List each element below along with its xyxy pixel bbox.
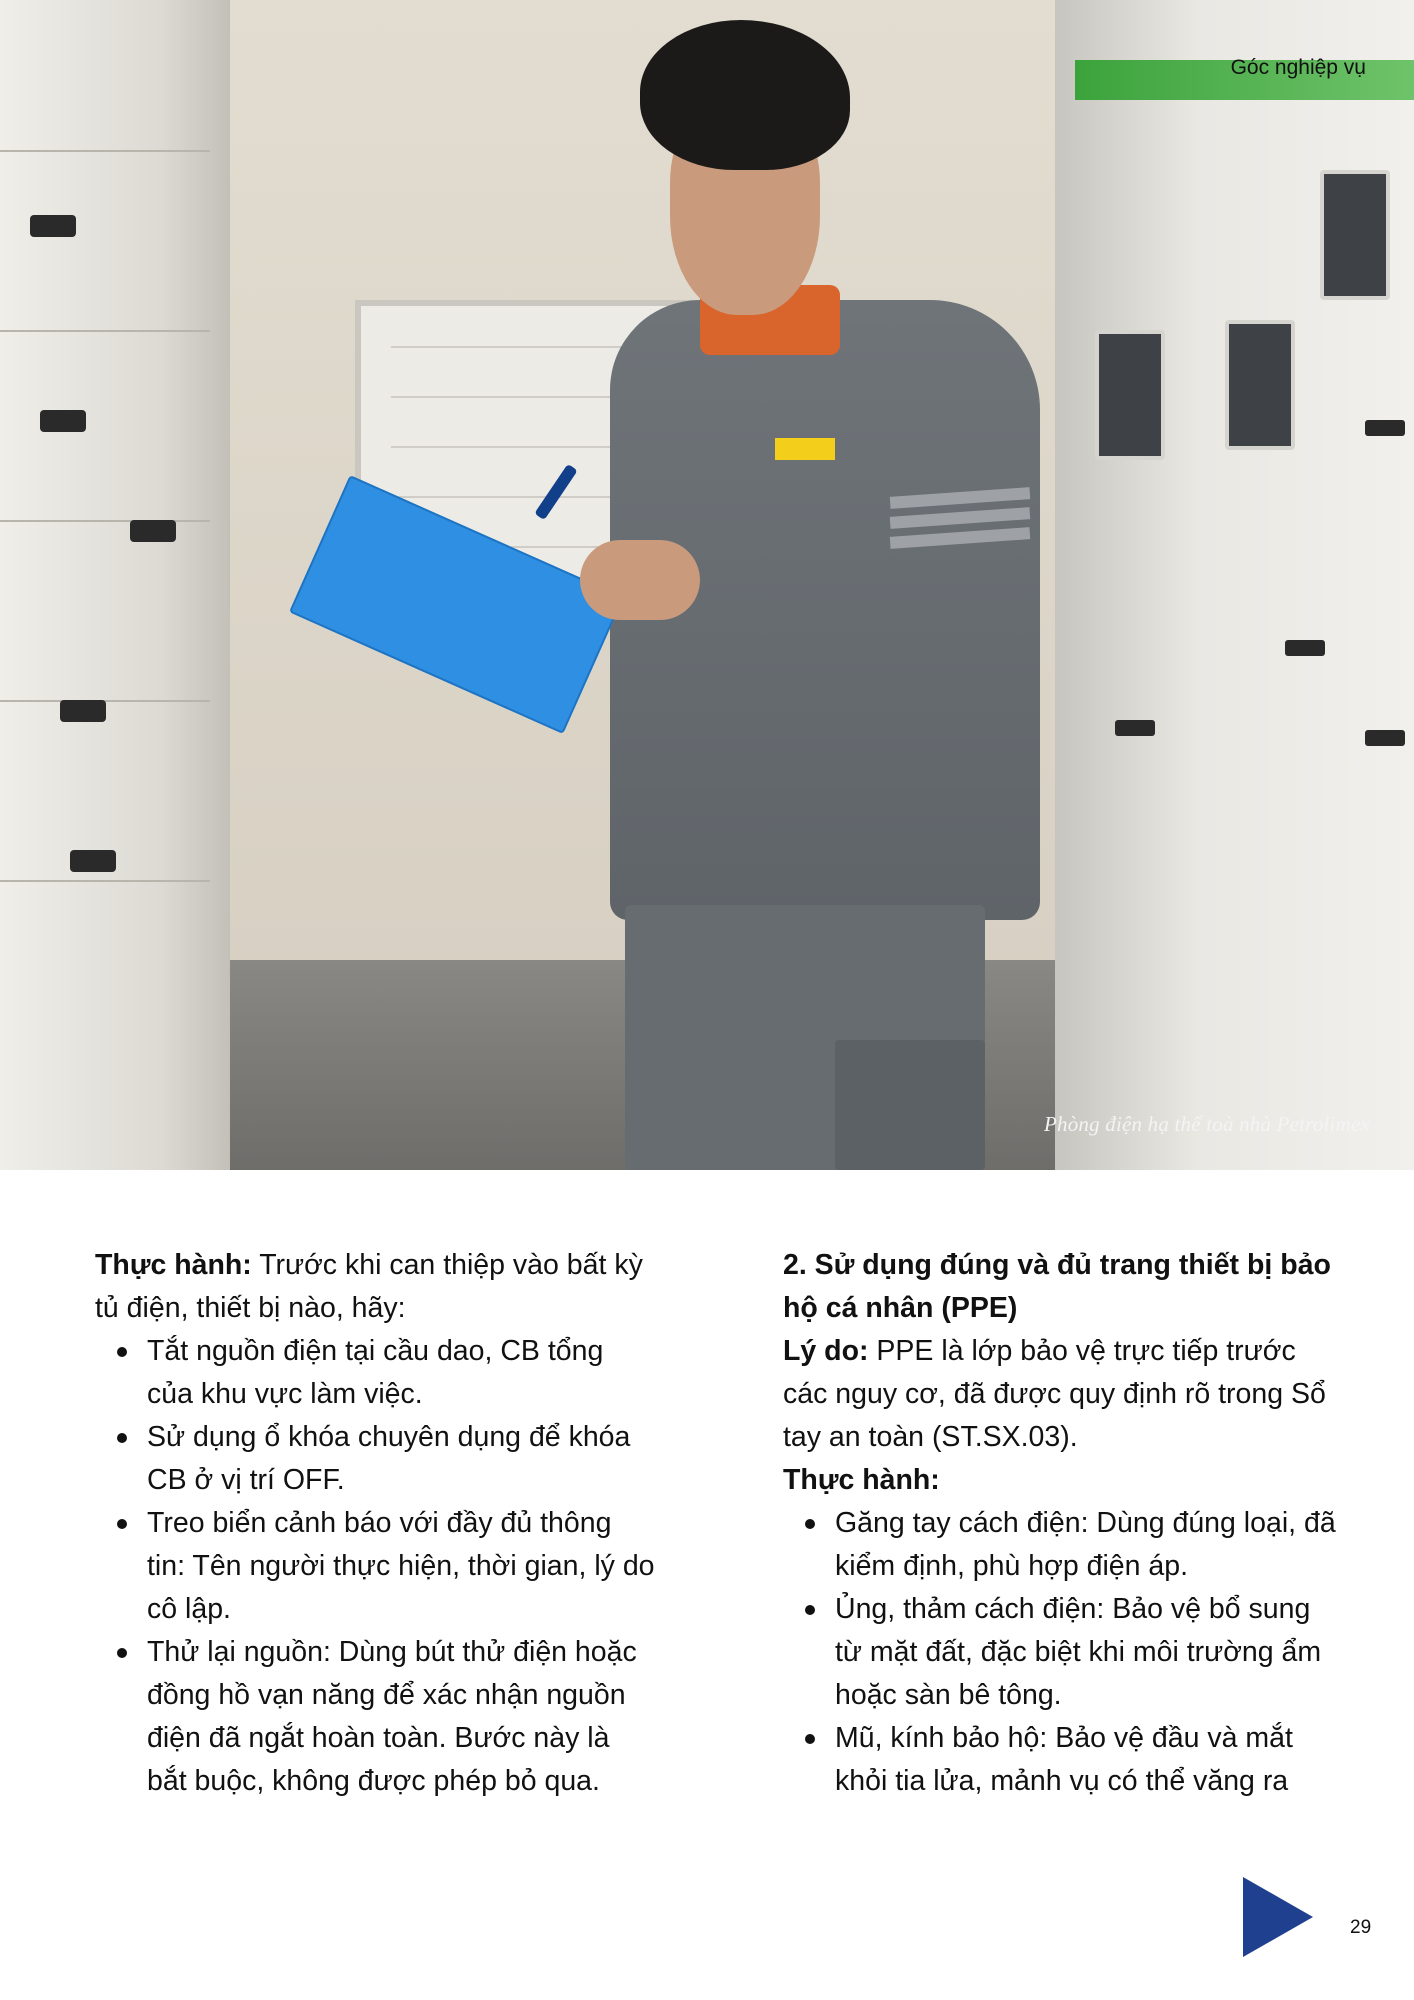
list-item-text: Tắt nguồn điện tại cầu dao, CB tổng của khu vực làm việc.: [147, 1335, 604, 1410]
ppe-list: [783, 1502, 1343, 1803]
isolation-steps-list: [95, 1330, 655, 1803]
left-column: [95, 1244, 655, 1803]
bullet-icon: [117, 1347, 127, 1357]
bullet-icon: [117, 1433, 127, 1443]
list-item: [95, 1416, 655, 1502]
list-item-text: Găng tay cách điện: Dùng đúng loại, đã kiểm định, phù hợp điện áp.: [835, 1507, 1336, 1582]
intro-label: Thực hành:: [95, 1249, 252, 1281]
list-item: [783, 1588, 1343, 1717]
section-heading-text: 2. Sử dụng đúng và đủ trang thiết bị bảo hộ cá nhân (PPE): [783, 1249, 1331, 1324]
list-item: [95, 1330, 655, 1416]
intro-text: Trước khi can thiệp vào bất kỳ tủ điện, thiết bị nào, hãy:: [95, 1249, 643, 1324]
reason-paragraph: [783, 1330, 1343, 1459]
bullet-icon: [117, 1648, 127, 1658]
bullet-icon: [805, 1734, 815, 1744]
right-column: [783, 1244, 1343, 1803]
list-item-text: Treo biển cảnh báo với đầy đủ thông tin: Tên người thực hiện, thời gian, lý do cô lập.: [147, 1507, 655, 1625]
practice-label-line: [783, 1459, 1343, 1502]
reason-label: Lý do:: [783, 1335, 869, 1367]
section-heading: [783, 1244, 1343, 1330]
clipboard: [289, 475, 624, 734]
page-number: 29: [1350, 1917, 1372, 1938]
bullet-icon: [117, 1519, 127, 1529]
section-label: Góc nghiệp vụ: [1230, 56, 1366, 79]
list-item-text: Mũ, kính bảo hộ: Bảo vệ đầu và mắt khỏi tia lửa, mảnh vụ có thể văng ra: [835, 1722, 1293, 1797]
practice-label: Thực hành:: [783, 1464, 940, 1496]
list-item: [95, 1631, 655, 1803]
list-item-text: Ủng, thảm cách điện: Bảo vệ bổ sung từ mặt đất, đặc biệt khi môi trường ẩm hoặc sàn bê tông.: [835, 1593, 1322, 1711]
intro-paragraph: [95, 1244, 655, 1330]
list-item: [783, 1717, 1343, 1803]
photo-caption: Phòng điện hạ thế toà nhà Petrolimex: [1043, 1112, 1370, 1136]
next-page-arrow-icon[interactable]: [1243, 1877, 1313, 1957]
list-item: [783, 1502, 1343, 1588]
list-item: [95, 1502, 655, 1631]
list-item-text: Thử lại nguồn: Dùng bút thử điện hoặc đồng hồ vạn năng để xác nhận nguồn điện đã ngắt hoàn toàn. Bước này là bắt buộc, không được phép bỏ qua.: [147, 1636, 637, 1797]
bullet-icon: [805, 1605, 815, 1615]
bullet-icon: [805, 1519, 815, 1529]
list-item-text: Sử dụng ổ khóa chuyên dụng để khóa CB ở vị trí OFF.: [147, 1421, 631, 1496]
reason-text: PPE là lớp bảo vệ trực tiếp trước các nguy cơ, đã được quy định rõ trong Sổ tay an toàn (ST.SX.03).: [783, 1335, 1326, 1453]
